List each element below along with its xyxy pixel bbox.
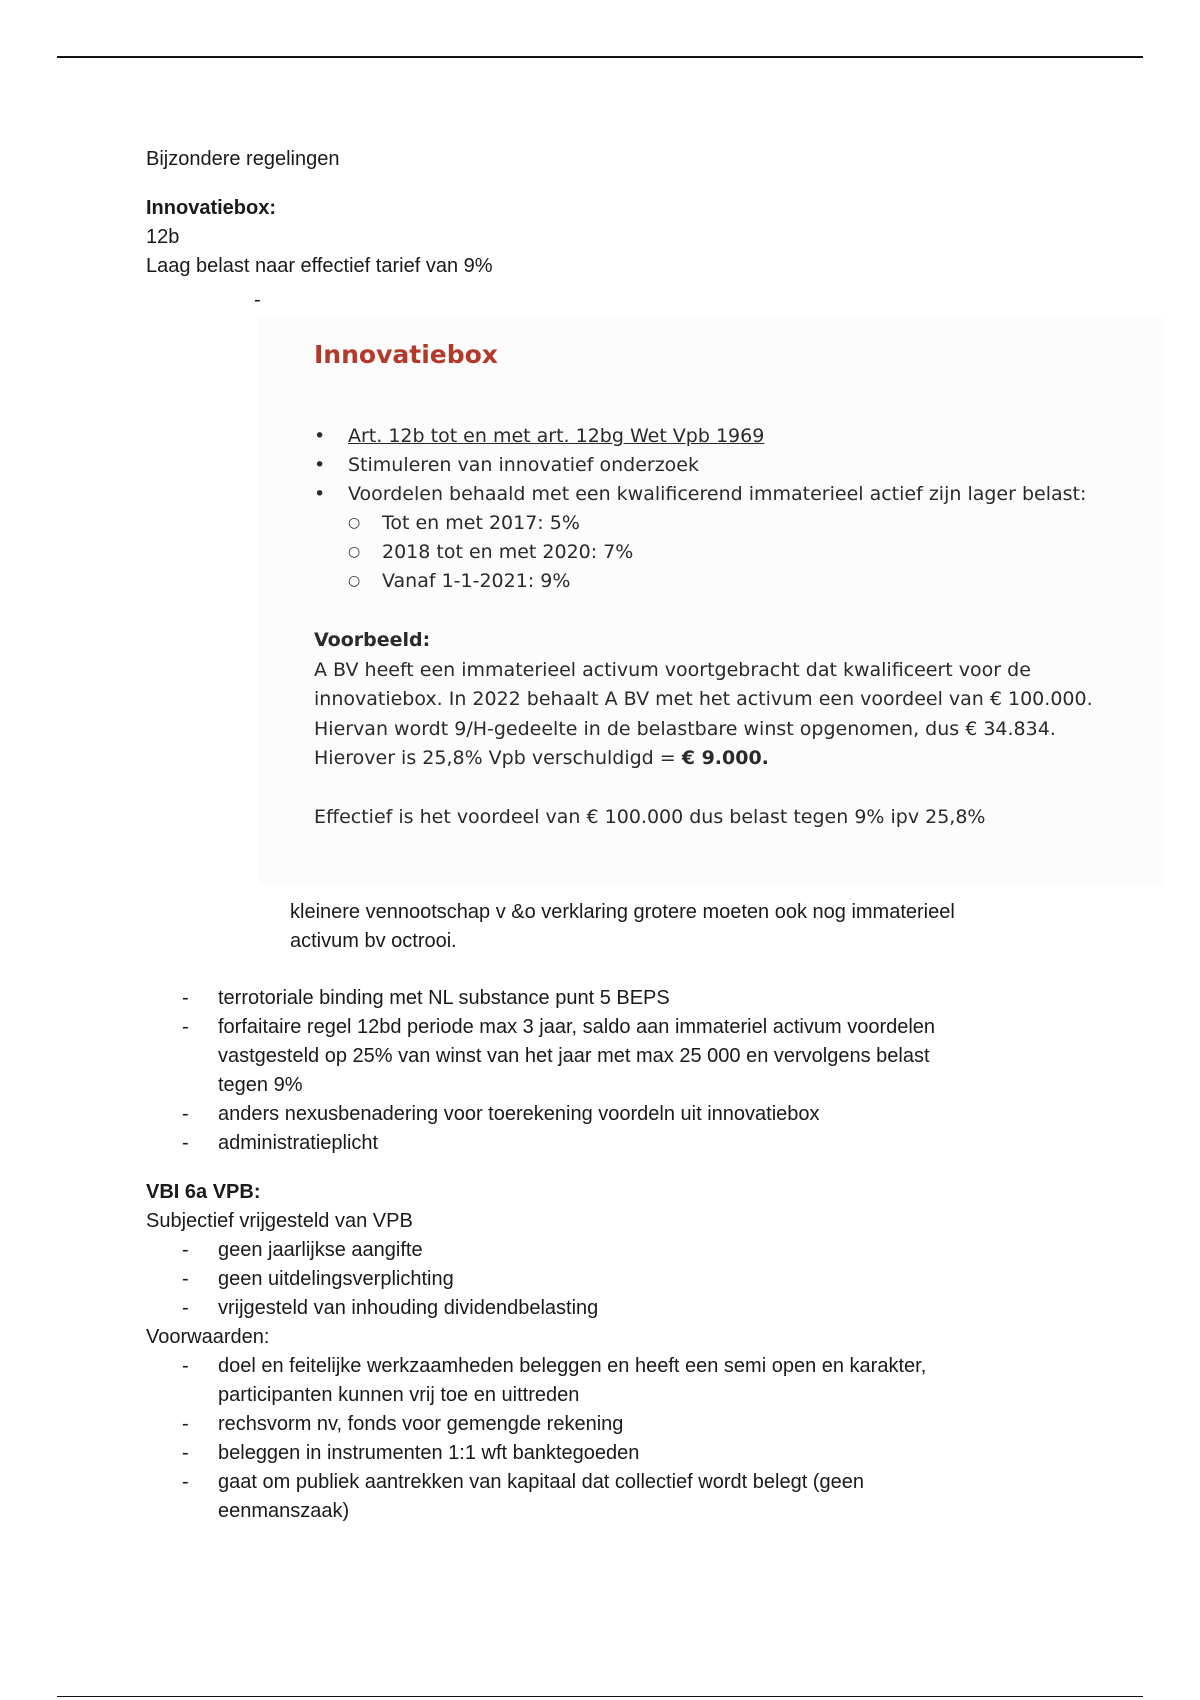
list-item: - vrijgesteld van inhouding dividendbelasting (182, 1297, 599, 1319)
footer-rule (57, 1696, 1143, 1697)
example-line: innovatiebox. In 2022 behaalt A BV met het activum een voordeel van € 100.000. (314, 688, 1093, 710)
header-rule (57, 56, 1143, 58)
vbi-item-list (146, 1236, 1106, 1323)
slide-example (314, 626, 1144, 832)
list-item: - terrotoriale binding met NL substance punt 5 BEPS (182, 987, 670, 1009)
slide-sub-bullet: ○ 2018 tot en met 2020: 7% (348, 541, 634, 563)
slide-title: Innovatiebox (314, 340, 498, 369)
document-body (146, 145, 1126, 281)
innovatiebox-details (146, 984, 1106, 1526)
page-heading: Bijzondere regelingen (146, 148, 340, 170)
slide-bullet-list (314, 422, 1154, 596)
note-paragraph: kleinere vennootschap v &o verklaring grotere moeten ook nog immaterieel activum bv octrooi. (290, 901, 955, 952)
list-item: - forfaitaire regel 12bd periode max 3 jaar, saldo aan immateriel activum voordelen vastgesteld op 25% van winst van het jaar met max 25 000 en vervolgens belast tegen 9% (182, 1016, 936, 1096)
list-item: - administratieplicht (182, 1132, 379, 1154)
innovatiebox-title: Innovatiebox: (146, 197, 277, 219)
slide-bullet: • Art. 12b tot en met art. 12bg Wet Vpb 1969 (314, 425, 765, 447)
list-item: - anders nexusbenadering voor toerekening voordeln uit innovatiebox (182, 1103, 820, 1125)
list-item: - rechsvorm nv, fonds voor gemengde rekening (182, 1413, 624, 1435)
innovatiebox-line: 12b (146, 226, 180, 248)
vbi-title: VBI 6a VPB: (146, 1181, 261, 1203)
slide-sub-bullet: ○ Vanaf 1-1-2021: 9% (348, 570, 571, 592)
list-item: - beleggen in instrumenten 1:1 wft banktegoeden (182, 1442, 640, 1464)
voorwaarden-list (146, 1352, 1106, 1526)
vbi-subtitle: Subjectief vrijgesteld van VPB (146, 1210, 413, 1232)
example-line: A BV heeft een immaterieel activum voortgebracht dat kwalificeert voor de (314, 658, 1031, 681)
embedded-slide-image (258, 318, 1164, 886)
innovatiebox-line: Laag belast naar effectief tarief van 9% (146, 255, 493, 277)
list-item: - gaat om publiek aantrekken van kapitaal dat collectief wordt belegt (geen eenmanszaak) (182, 1471, 864, 1522)
innovatiebox-item-list (146, 984, 1106, 1158)
example-line: Hiervan wordt 9/H-gedeelte in de belastbare winst opgenomen, dus € 34.834. (314, 717, 1056, 740)
slide-bullet: • Stimuleren van innovatief onderzoek (314, 454, 699, 476)
slide-sub-bullet: ○ Tot en met 2017: 5% (348, 512, 580, 534)
slide-bullet: • Voordelen behaald met een kwalificerend immaterieel actief zijn lager belast: (314, 483, 1087, 505)
empty-list-dash: - (254, 289, 261, 311)
example-result: € 9.000. (681, 747, 769, 769)
voorwaarden-title: Voorwaarden: (146, 1326, 270, 1348)
example-effectief: Effectief is het voordeel van € 100.000 dus belast tegen 9% ipv 25,8% (314, 805, 986, 828)
example-line: Hierover is 25,8% Vpb verschuldigd = € 9.000. (314, 747, 769, 769)
list-item: - geen jaarlijkse aangifte (182, 1239, 423, 1261)
list-item: - geen uitdelingsverplichting (182, 1268, 454, 1290)
example-title: Voorbeeld: (314, 629, 431, 651)
list-item: - doel en feitelijke werkzaamheden beleggen en heeft een semi open en karakter, participanten kunnen vrij toe en uittreden (182, 1355, 927, 1406)
